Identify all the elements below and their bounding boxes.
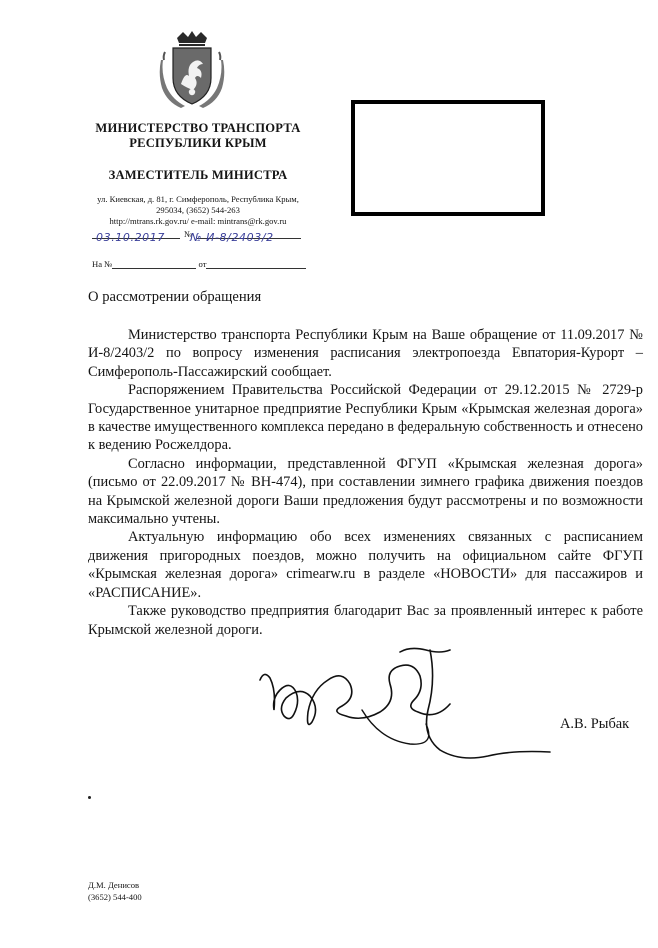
- handwritten-number: № И-8/2403/2: [190, 231, 274, 244]
- signatory-name: А.В. Рыбак: [560, 716, 630, 732]
- letter-subject: О рассмотрении обращения: [88, 289, 262, 305]
- address-line2: 295034, (3652) 544-263: [156, 205, 240, 215]
- address-line1: ул. Киевская, д. 81, г. Симферополь, Республика Крым,: [97, 194, 299, 204]
- body-paragraph: Актуальную информацию обо всех изменениях связанных с расписанием движения пригородных поездов, можно получить на официальном сайте ФГУП «Крымская железная дорога» crimearw.ru в разделе «НОВОСТИ» для пассажиров и «РАСПИСАНИЕ».: [88, 529, 643, 601]
- reply-to-from-label: от: [198, 259, 207, 269]
- ministry-name-line2: РЕСПУБЛИКИ КРЫМ: [129, 136, 267, 150]
- body-paragraph: Согласно информации, представленной ФГУП «Крымская железная дорога» (письмо от 22.09.2017 № ВН-474), при составлении зимнего графика движения поездов на Крымской железной дороги Ваши предложения будут рассмотрены и по возможности максимально учтены.: [88, 455, 643, 528]
- handwritten-date: 03.10.2017: [96, 231, 165, 244]
- contact-line: http://mtrans.rk.gov.ru/ e-mail: mintrans@rk.gov.ru: [109, 216, 287, 226]
- reply-to-label: На №: [92, 259, 113, 269]
- coat-of-arms-emblem: [159, 30, 225, 110]
- body-paragraph: Министерство транспорта Республики Крым на Ваше обращение от 11.09.2017 № И-8/2403/2 по вопросу изменения расписания электропоезда Евпатория-Курорт – Симферополь-Пассажирский сообщает.: [88, 327, 643, 380]
- handwritten-signature: [250, 640, 580, 775]
- body-paragraph: Также руководство предприятия благодарит Вас за проявленный интерес к работе Крымской железной дороги.: [88, 603, 643, 638]
- outgoing-reference-line: №: [92, 228, 301, 239]
- page-speck: [88, 796, 91, 799]
- deputy-minister-title: ЗАМЕСТИТЕЛЬ МИНИСТРА: [108, 168, 288, 182]
- executor-name: Д.М. Денисов: [88, 880, 140, 890]
- reply-to-line: [92, 258, 306, 269]
- letter-body: [88, 326, 643, 639]
- ministry-name-line1: МИНИСТЕРСТВО ТРАНСПОРТА: [95, 121, 301, 135]
- redacted-recipient-box: [351, 100, 545, 216]
- executor-phone: (3652) 544-400: [88, 892, 142, 902]
- body-paragraph: Распоряжением Правительства Российской Федерации от 29.12.2015 № 2729-р Государственное унитарное предприятие Республики Крым «Крымская железная дорога» в качестве имущественного комплекса передано в федеральную собственность и отнесено к ведению Росжелдора.: [88, 382, 643, 454]
